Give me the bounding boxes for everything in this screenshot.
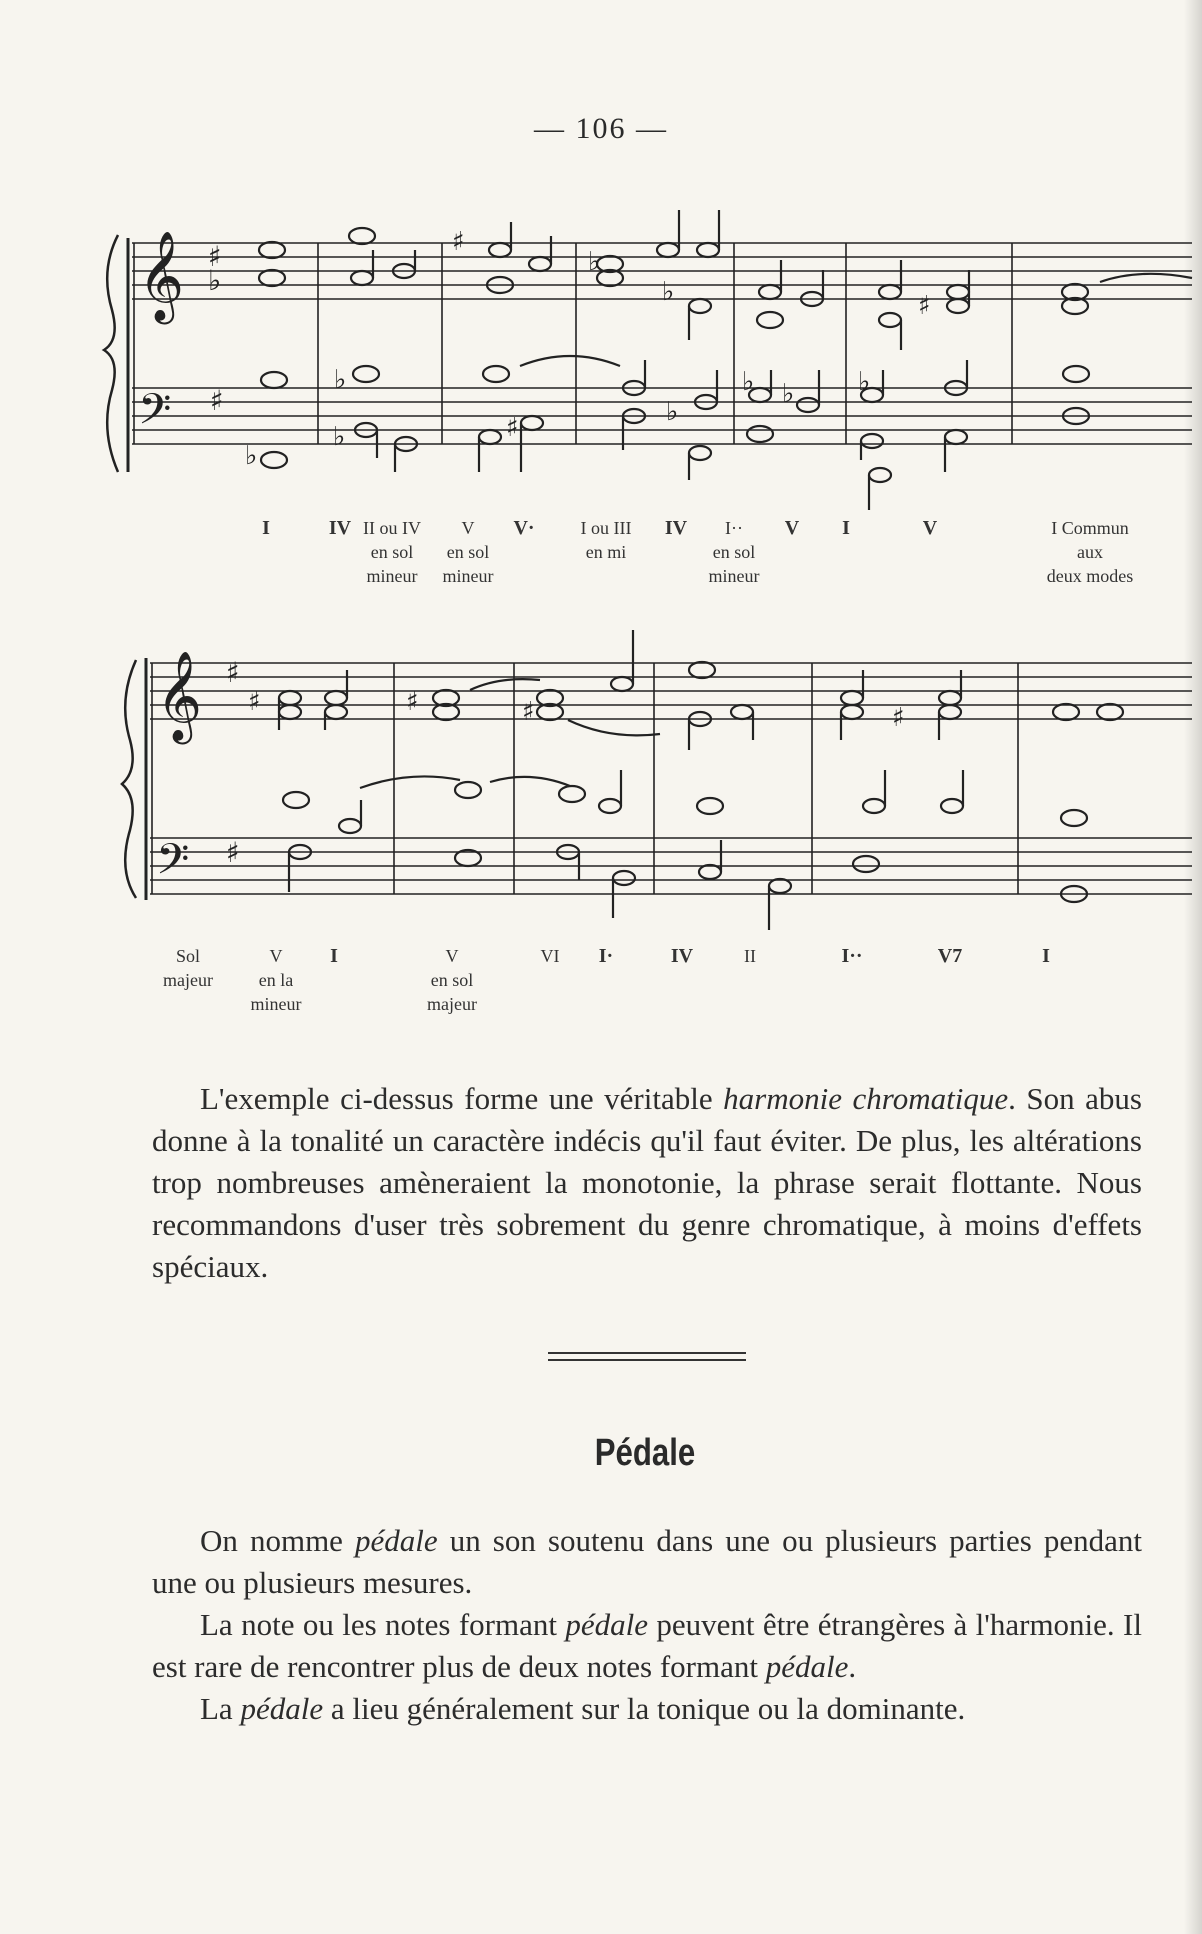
text-span: a lieu généralement sur la tonique ou la dominante. — [323, 1691, 966, 1726]
divider-line-bottom — [548, 1359, 746, 1361]
harmony-label: I — [330, 945, 338, 967]
svg-text:♭: ♭ — [334, 365, 347, 395]
svg-text:♭: ♭ — [588, 247, 601, 277]
harmony-label: IV — [670, 945, 694, 967]
emphasis-text: pédale — [240, 1691, 324, 1726]
text-span: La — [200, 1691, 241, 1726]
paragraph — [152, 1520, 1142, 1604]
paragraph — [152, 1078, 1142, 1288]
svg-text:𝄢: 𝄢 — [138, 385, 172, 445]
text-span: . Son abus donne à la tonalité un caractère indécis qu'il faut éviter. De plus, les altérations trop nombreuses amèneraient la monotonie, la phrase serait flottante. Nous recommandons d'user très sobrement du genre chromatique, à moins d'effets spéciaux. — [152, 1081, 1142, 1284]
harmony-label: V — [784, 517, 800, 539]
harmony-label: I — [262, 517, 270, 539]
svg-text:♭: ♭ — [782, 379, 795, 409]
text-span: un son soutenu dans une ou plusieurs parties pendant une ou plusieurs mesures. — [152, 1523, 1142, 1600]
svg-text:♯: ♯ — [506, 413, 519, 443]
harmony-label: V7 — [937, 945, 963, 967]
score-1-notation — [0, 210, 1202, 510]
svg-text:𝄢: 𝄢 — [156, 835, 190, 895]
harmony-label: I·· en sol mineur — [708, 518, 760, 586]
divider-line-top — [548, 1352, 746, 1354]
harmony-label: V en sol mineur — [442, 518, 494, 586]
harmony-label: V — [922, 517, 938, 539]
paragraph — [152, 1688, 1142, 1730]
paragraph — [152, 1604, 1142, 1688]
svg-text:♭: ♭ — [742, 367, 755, 397]
svg-text:♯: ♯ — [210, 384, 224, 417]
pedale-section — [152, 1520, 1142, 1730]
harmony-label: I — [1042, 945, 1050, 967]
harmony-label: I — [842, 517, 850, 539]
svg-text:♯: ♯ — [406, 687, 419, 717]
music-score-1 — [0, 210, 1202, 510]
harmony-label: I ou III en mi — [580, 518, 632, 562]
harmony-label: Sol majeur — [163, 946, 213, 990]
svg-text:♭: ♭ — [245, 441, 258, 471]
svg-text:♯: ♯ — [522, 697, 535, 727]
emphasis-text: harmonie chromatique — [723, 1081, 1009, 1116]
svg-text:♯: ♯ — [248, 687, 261, 717]
section-title: Pédale — [594, 1432, 696, 1474]
text-span: . — [848, 1649, 857, 1684]
emphasis-text: pédale — [355, 1523, 438, 1558]
harmony-label: V en la mineur — [250, 946, 302, 1014]
harmony-label: I·· — [841, 945, 863, 967]
music-score-2 — [0, 630, 1202, 930]
page-edge-shadow — [1184, 0, 1202, 1934]
harmony-label: V· — [513, 517, 535, 539]
svg-text:♭: ♭ — [858, 367, 871, 397]
svg-text:♯: ♯ — [226, 656, 240, 689]
emphasis-text: pédale — [565, 1607, 649, 1642]
emphasis-text: pédale — [765, 1649, 849, 1684]
harmony-label: I Commun aux deux modes — [1046, 518, 1134, 586]
svg-text:♯: ♯ — [918, 291, 931, 321]
svg-text:♭: ♭ — [662, 277, 675, 307]
svg-text:♭: ♭ — [333, 422, 346, 452]
harmony-label: VI — [540, 946, 560, 966]
score-2-notation — [0, 630, 1202, 930]
svg-text:𝄞: 𝄞 — [156, 651, 203, 741]
harmony-label: V en sol majeur — [427, 946, 477, 1014]
svg-text:♯: ♯ — [452, 227, 465, 257]
page-number: — 106 — — [534, 112, 668, 145]
harmony-label: II ou IV en sol mineur — [363, 518, 421, 586]
text-span: peuvent être étrangères à l'harmonie. Il est rare de rencontrer plus de deux notes formant — [152, 1607, 1142, 1684]
harmony-label: IV — [328, 517, 352, 539]
chromatic-paragraph — [152, 1078, 1142, 1288]
harmony-label: I· — [598, 945, 614, 967]
svg-text:♯: ♯ — [208, 240, 222, 273]
harmony-label: IV — [664, 517, 688, 539]
svg-text:𝄞: 𝄞 — [138, 231, 185, 321]
text-span: L'exemple ci-dessus forme une véritable — [200, 1081, 724, 1116]
svg-text:♯: ♯ — [226, 836, 240, 869]
text-span: La note ou les notes formant — [200, 1607, 566, 1642]
harmony-label: II — [744, 946, 756, 966]
svg-text:♭: ♭ — [208, 264, 222, 297]
svg-text:♯: ♯ — [892, 703, 905, 733]
text-span: On nomme — [200, 1523, 355, 1558]
svg-text:♭: ♭ — [666, 397, 679, 427]
